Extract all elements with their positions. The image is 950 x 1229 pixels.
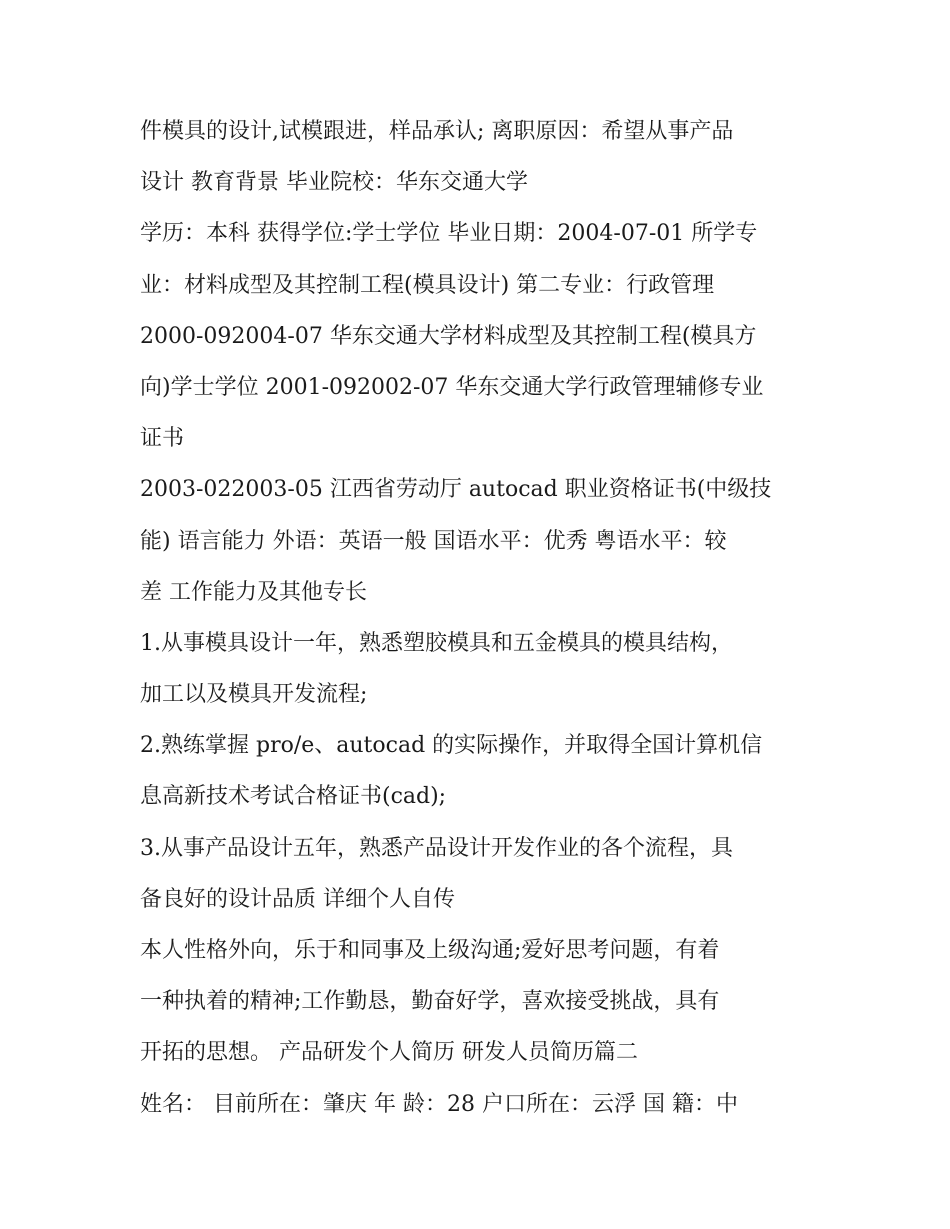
text-line: 2000-092004-07 华东交通大学材料成型及其控制工程(模具方 — [140, 323, 757, 349]
text-line: 向)学士学位 2001-092002-07 华东交通大学行政管理辅修专业 — [140, 374, 764, 400]
text-line: 2.熟练掌握 pro/e、autocad 的实际操作，并取得全国计算机信 — [140, 733, 763, 759]
text-line: 姓名： 目前所在：肇庆 年 龄：28 户口所在：云浮 国 籍：中 — [140, 1091, 738, 1117]
text-line: 加工以及模具开发流程; — [140, 682, 368, 708]
text-line: 设计 教育背景 毕业院校：华东交通大学 — [140, 170, 528, 196]
text-line: 件模具的设计,试模跟进，样品承认; 离职原因：希望从事产品 — [140, 119, 734, 144]
text-line: 3.从事产品设计五年，熟悉产品设计开发作业的各个流程，具 — [140, 835, 733, 861]
text-line: 2003-022003-05 江西省劳动厅 autocad 职业资格证书(中级技 — [140, 477, 772, 503]
text-line: 业：材料成型及其控制工程(模具设计) 第二专业：行政管理 — [140, 272, 715, 298]
text-line: 备良好的设计品质 详细个人自传 — [140, 886, 455, 912]
text-line: 差 工作能力及其他专长 — [140, 579, 367, 605]
text-line: 证书 — [140, 426, 185, 452]
text-line: 1.从事模具设计一年，熟悉塑胶模具和五金模具的模具结构， — [140, 630, 733, 656]
text-line: 本人性格外向，乐于和同事及上级沟通;爱好思考问题，有着 — [140, 938, 720, 963]
text-line: 息高新技术考试合格证书(cad); — [140, 784, 447, 810]
text-line: 能) 语言能力 外语：英语一般 国语水平：优秀 粤语水平：较 — [140, 528, 727, 554]
resume-text-body — [140, 106, 810, 1130]
text-line: 开拓的思想。 产品研发个人简历 研发人员简历篇二 — [140, 1040, 638, 1066]
text-line: 一种执着的精神;工作勤恳，勤奋好学，喜欢接受挑战，具有 — [140, 989, 720, 1015]
text-line: 学历：本科 获得学位:学士学位 毕业日期：2004-07-01 所学专 — [140, 221, 758, 247]
